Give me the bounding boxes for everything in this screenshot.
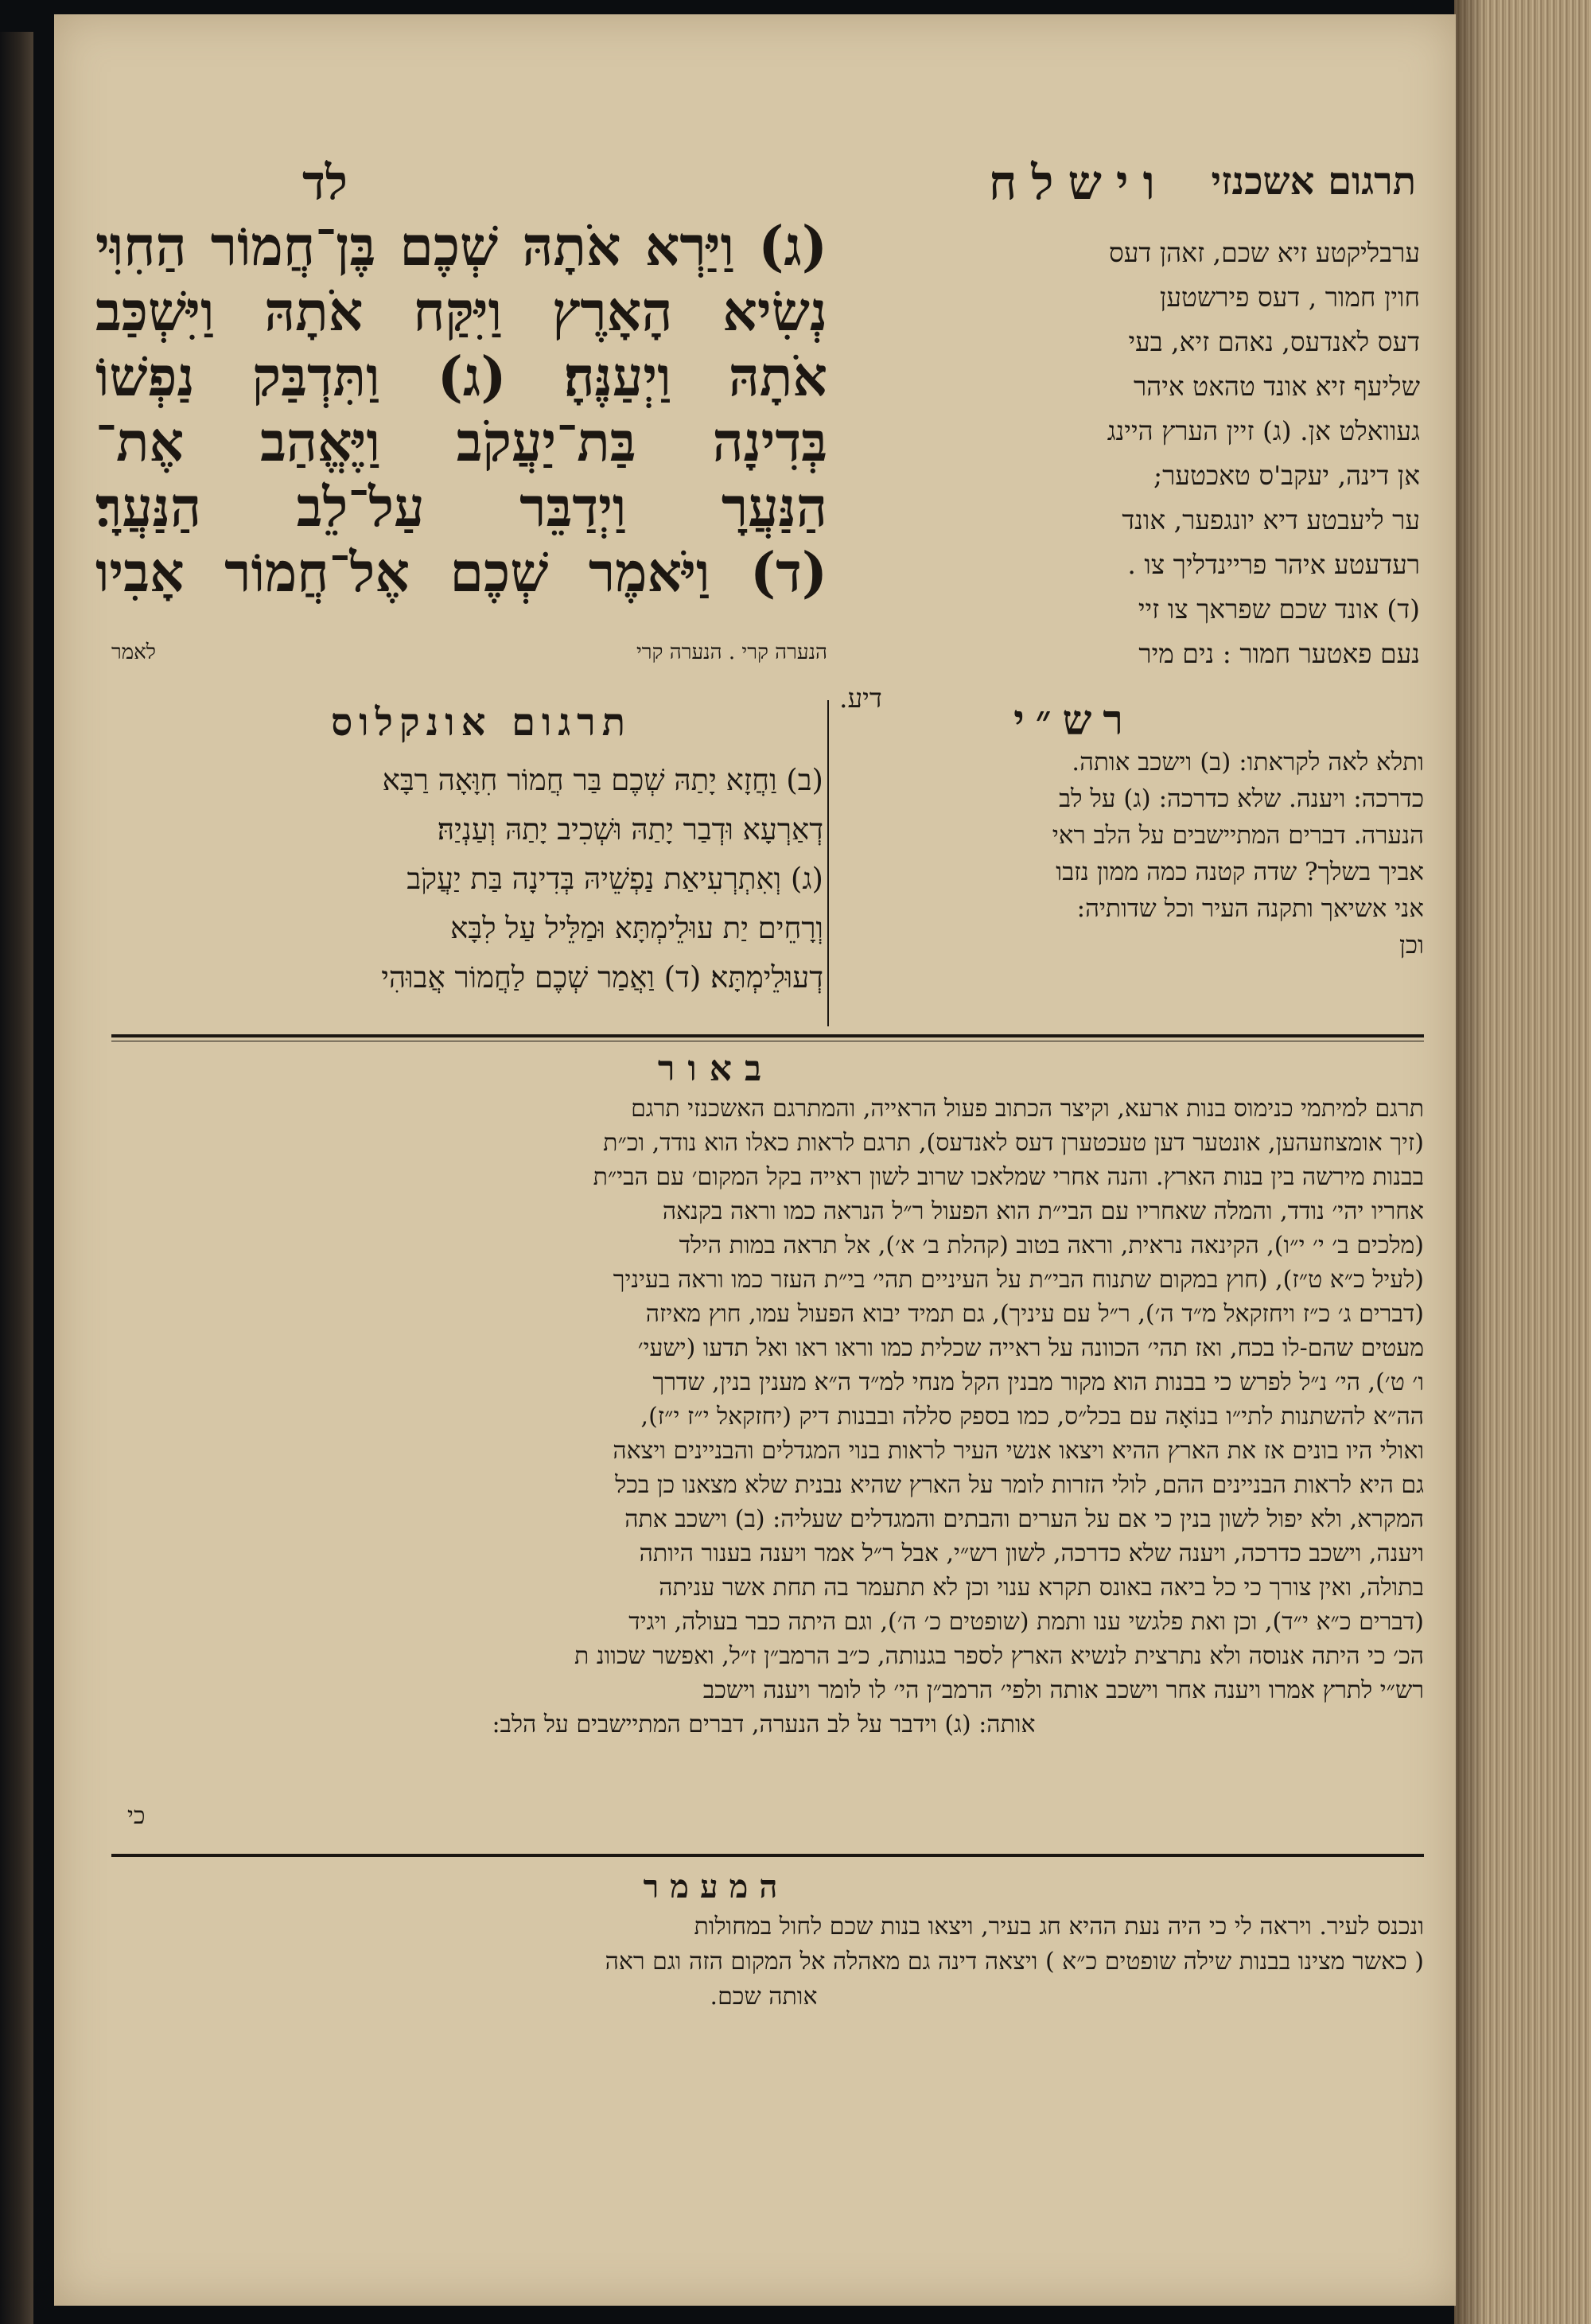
targum-ashkenazi-title: תרגום אשכנזי [1211, 159, 1416, 204]
verse-line: (ג) וַיַּרְא אֹתָהּ שְׁכֶם בֶּן־חֲמוֹר הַחִוִּי [95, 215, 827, 278]
section-divider-rule [111, 1034, 1424, 1037]
meamar-line: אותה שכם. [710, 1983, 818, 2011]
biur-line: בתולה, ואין צורך כי כל ביאה באונס תקרא ענוי וכן לא תתעמר בה תחת אשר עניתה [659, 1574, 1424, 1602]
rashi-line: כדרכה: ויענה. שלא כדרכה: (ג) על לב [1059, 784, 1424, 813]
targum-line: ערבליקטע זיא שכם, זאהן דעס [1108, 237, 1420, 268]
biur-line: הה״א להשתנות לתי״ו בנוֹאָה עם בכל״ס, כמו בספק סללה ובבנות דיק (יחזקאל י״ז י״ז), [640, 1403, 1424, 1431]
targum-line: געוואלט אן. (ג) זיין הערץ היינג [1107, 415, 1420, 446]
onkelos-line: דְעוּלֵימְתָּא׃ (ד) וַאֲמַר שְׁכֶם לַחֲמוֹר אֲבוּהִי [381, 960, 823, 995]
biur-line: ויענה, וישכב כדרכה, ויענה שלא כדרכה, לשון רש״י, אבל ר״ל אמר ויענה בענור היותה [639, 1540, 1424, 1567]
rashi-line: וכן [1399, 931, 1424, 960]
meamar-line: ונכנס לעיר. ויראה לי כי היה נעת ההיא חג בעיר, ויצאו בנות שכם לחול במחולות [694, 1913, 1424, 1941]
biur-line: (זיך אומצוזעהען, אונטער דען טעכטערן דעס לאנדעס), תרגם לראות כאלו הוא נודד, וכ״ת [603, 1129, 1424, 1157]
torah-verse-block [95, 215, 827, 606]
catchword-lemor: לאמר [111, 640, 156, 664]
rashi-line: הנערה. דברים המתיישבים על הלב ראי [1052, 821, 1424, 850]
targum-line: דעס לאנדעס, נאהם זיא, בעי [1128, 326, 1420, 357]
qere-note: הנערה קרי . הנערה קרי [636, 640, 827, 664]
biur-line: (דברים ג׳ כ״ז ויחזקאל מ״ד ה׳), ר״ל עם עיניך), גם תמיד יבוא הפעול עמו, חוץ מאיזה [645, 1300, 1424, 1328]
gutter-shadow [1454, 0, 1486, 2324]
onkelos-line: וְרָחֵים יַת עוּלֵימְתָּא וּמַלֵּיל עַל לִבָּא [450, 911, 823, 945]
biur-line: אותה: (ג) וידבר על לב הנערה, דברים המתיישבים על הלב: [492, 1711, 1036, 1738]
biur-commentary [103, 1092, 1424, 1742]
targum-line: ער ליעבטע דיא יונגפער, אונד [1122, 504, 1420, 535]
portion-title: וישלח [988, 155, 1169, 211]
meamar-title: המעמר [643, 1868, 789, 1906]
biur-line: המקרא, ולא יפול לשון בנין כי אם על הערים והבתים והמגדלים שעליה: (ב) וישכב אתה [624, 1505, 1424, 1533]
column-divider [827, 700, 829, 1026]
targum-line: שליעף זיא אונד טהאט איהר [1134, 371, 1420, 402]
onkelos-line: דְאַרְעָא וּדְבַר יָתַהּ וּשְׁכִיב יָתַהּ וְעַנְיַהּ׃ [437, 812, 823, 847]
verse-line: אֹתָהּ וַיְעַנֶּהָ׃ (ג) וַתִּדְבַּק נַפְשׁוֹ [95, 345, 827, 409]
verse-line: (ד) וַיֹּאמֶר שְׁכֶם אֶל־חֲמוֹר אָבִיו [95, 541, 827, 605]
targum-line: חוין חמור , דעס פירשטען [1159, 282, 1420, 313]
rashi-line: אביך בשלך? שדה קטנה כמה ממון נזבו [1056, 858, 1424, 886]
onkelos-title: תרגום אונקלוס [330, 700, 632, 745]
onkelos-column [103, 756, 823, 1002]
rashi-line: אני אשיאך ותקנה העיר וכל שדותיה: [1076, 894, 1424, 923]
targum-line: (ד) אונד שכם שפראך צו זיי [1138, 594, 1420, 625]
biur-line: ו׳ ט׳), הי׳ נ״ל לפרש כי בבנות הוא מקור מבנין הקל מנחי למ״ד ה״א מענין בנין, שדרך [652, 1368, 1424, 1396]
biur-line: רש״י לתרץ אמרו ויענה אחר וישכב אותה ולפי׳ הרמב״ן הי׳ לו לומר ויענה וישכב [702, 1676, 1424, 1704]
onkelos-line: (ג) וְאִתְרְעִיאַת נַפְשֵׁיהּ בְּדִינָה בַּת יַעֲקֹב [407, 862, 823, 896]
biur-title: באור [657, 1049, 775, 1089]
targum-line: דיע. [839, 683, 882, 714]
rashi-title: רש״י [1013, 696, 1134, 745]
onkelos-line: (ב) וַחֲזָא יָתַהּ שְׁכֶם בַּר חֲמוֹר חִוָּאָה רַבָּא [382, 763, 823, 797]
targum-ashkenazi-column [839, 231, 1420, 721]
biur-line: (דברים כ״א י״ד), וכן ואת פלגשי ענו ותמת (שופטים כ׳ ה׳), וגם היתה כבר בעולה, ויגיד [628, 1608, 1424, 1636]
targum-line: אן דינה, יעקב'ס טאכטער; [1153, 460, 1420, 491]
meamar-divider-rule [111, 1854, 1424, 1857]
targum-line: רעדעטע איהר פריינדליך צו . [1127, 549, 1420, 580]
biur-line: (לעיל כ״א ט״ז), (חוץ במקום שתנוח הבי״ת על העיניים תהי׳ בי״ת העזר כמו וראה בעיניך [613, 1266, 1424, 1294]
biur-line: מעטים שהם-לו בכח, ואז תהי׳ הכוונה על ראייה שכלית כמו וראו ראו ואל תדעו (ישעי׳ [637, 1334, 1424, 1362]
verse-line: הַנַּעֲרָ וַיְדַבֵּר עַל־לֵב הַנַּעֲרָ׃ [95, 476, 827, 539]
biur-line: אחריו יהי׳ נודד, והמלה שאחריו עם הבי״ת הוא הפעול ר״ל הנראה כמו וראה בקנאה [662, 1197, 1424, 1225]
verse-line: בְּדִינָה בַּת־יַעֲקֹב וַיֶּאֱהַב אֶת־ [95, 411, 827, 474]
targum-line: נעם פאטער חמור : נים מיר [1138, 638, 1420, 669]
rashi-column [839, 744, 1424, 963]
book-edge-left [0, 32, 33, 2324]
biur-line: בבנות מירשה בין בנות הארץ. והנה אחרי שמלאכו שרוב לשון ראייה בקל המקום׳ עם הבי״ת [593, 1163, 1424, 1191]
biur-line: ואולי היו בונים אז את הארץ ההיא ויצאו אנשי העיר לראות בנוי המגדלים והבניינים ויצאה [613, 1437, 1424, 1465]
meamar-line: ( כאשר מצינו בבנות שילה שופטים כ״א ) ויצאה דינה גם מאהלה אל המקום הזה וגם ראה [605, 1948, 1424, 1976]
verse-line: נְשִׂיא הָאָרֶץ וַיִּקַּח אֹתָהּ וַיִּשְׁכַּב [95, 280, 827, 344]
biur-line: הכ׳ כי היתה אנוסה ולא נתרצית לנשיא הארץ לספר בגנותה, כ״ב הרמב״ן ז״ל, ואפשר שכוונ ת [574, 1642, 1424, 1670]
chapter-number: לד [302, 155, 348, 211]
rashi-line: ותלא לאה לקראתו: (ב) וישכב אותה. [1072, 748, 1424, 777]
biur-line: גם היא לראות הבניינים ההם, לולי הזרות לומר על הארץ שהיא נבנית שלא מצאנו כן בכל [615, 1471, 1424, 1499]
biur-line: (מלכים ב׳ י׳ י״ו), הקינאה נראית, וראה בטוב (קהלת ב׳ א׳), אל תראה במות הילד [679, 1232, 1424, 1259]
biur-catchword: כי [127, 1802, 146, 1830]
meamar-section [103, 1909, 1424, 2015]
biur-line: תרגם למיתמי כנימוס בנות ארעא, וקיצר הכתוב פעול הראייה, והמתרגם האשכנזי תרגם [631, 1095, 1424, 1123]
